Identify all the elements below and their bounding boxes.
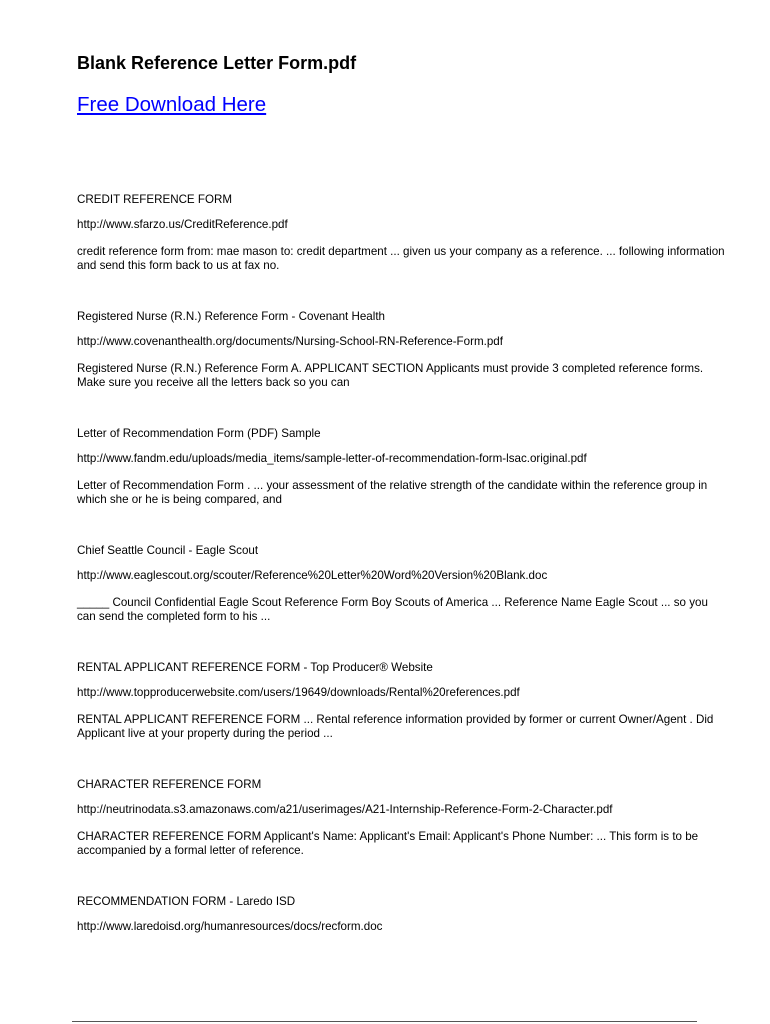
reference-entry (77, 661, 757, 741)
snippet-line: Applicant live at your property during the period ... (77, 727, 333, 740)
entry-snippet (77, 596, 757, 624)
snippet-line: RENTAL APPLICANT REFERENCE FORM ... Rental reference information provided by former or current Owner/Agent . Did (77, 713, 714, 726)
entry-title: Chief Seattle Council - Eagle Scout (77, 544, 259, 557)
reference-entry (77, 544, 757, 624)
entry-url: http://www.sfarzo.us/CreditReference.pdf (77, 218, 288, 231)
free-download-link[interactable]: Free Download Here (77, 93, 267, 116)
entry-snippet (77, 479, 757, 507)
entry-title: RENTAL APPLICANT REFERENCE FORM - Top Producer® Website (77, 661, 433, 674)
entry-snippet (77, 830, 757, 858)
entry-title: CHARACTER REFERENCE FORM (77, 778, 262, 791)
snippet-line: Make sure you receive all the letters back so you can (77, 376, 350, 389)
page-bottom-rule (72, 1021, 697, 1022)
reference-entry (77, 427, 757, 507)
snippet-line: _____ Council Confidential Eagle Scout Reference Form Boy Scouts of America ... Reference Name Eagle Scout ... so you (77, 596, 708, 609)
snippet-line: CHARACTER REFERENCE FORM Applicant's Name: Applicant's Email: Applicant's Phone Number: ... This form is to be (77, 830, 699, 843)
entry-title: Letter of Recommendation Form (PDF) Sample (77, 427, 321, 440)
reference-entry (77, 895, 757, 934)
reference-entry (77, 310, 757, 390)
entry-title: CREDIT REFERENCE FORM (77, 193, 233, 206)
entry-title: RECOMMENDATION FORM - Laredo ISD (77, 895, 296, 908)
entry-url: http://www.fandm.edu/uploads/media_items/sample-letter-of-recommendation-form-lsac.original.pdf (77, 452, 587, 465)
reference-entry (77, 193, 757, 273)
snippet-line: which she or he is being compared, and (77, 493, 282, 506)
entry-url: http://www.topproducerwebsite.com/users/19649/downloads/Rental%20references.pdf (77, 686, 520, 699)
snippet-line: credit reference form from: mae mason to: credit department ... given us your company as a reference. ... following information (77, 245, 725, 258)
entry-url: http://www.covenanthealth.org/documents/Nursing-School-RN-Reference-Form.pdf (77, 335, 503, 348)
entry-title: Registered Nurse (R.N.) Reference Form - Covenant Health (77, 310, 385, 323)
entry-url: http://www.eaglescout.org/scouter/Reference%20Letter%20Word%20Version%20Blank.doc (77, 569, 548, 582)
document-title: Blank Reference Letter Form.pdf (77, 53, 357, 73)
entry-url: http://www.laredoisd.org/humanresources/docs/recform.doc (77, 920, 383, 933)
snippet-line: accompanied by a formal letter of reference. (77, 844, 304, 857)
entry-url: http://neutrinodata.s3.amazonaws.com/a21/userimages/A21-Internship-Reference-Form-2-Character.pdf (77, 803, 613, 816)
reference-list (77, 193, 757, 971)
snippet-line: can send the completed form to his ... (77, 610, 271, 623)
entry-snippet (77, 245, 757, 273)
reference-entry (77, 778, 757, 858)
entry-snippet (77, 713, 757, 741)
snippet-line: Letter of Recommendation Form . ... your assessment of the relative strength of the candidate within the reference group in (77, 479, 708, 492)
snippet-line: and send this form back to us at fax no. (77, 259, 280, 272)
entry-snippet (77, 362, 757, 390)
snippet-line: Registered Nurse (R.N.) Reference Form A. APPLICANT SECTION Applicants must provide 3 completed reference forms. (77, 362, 704, 375)
